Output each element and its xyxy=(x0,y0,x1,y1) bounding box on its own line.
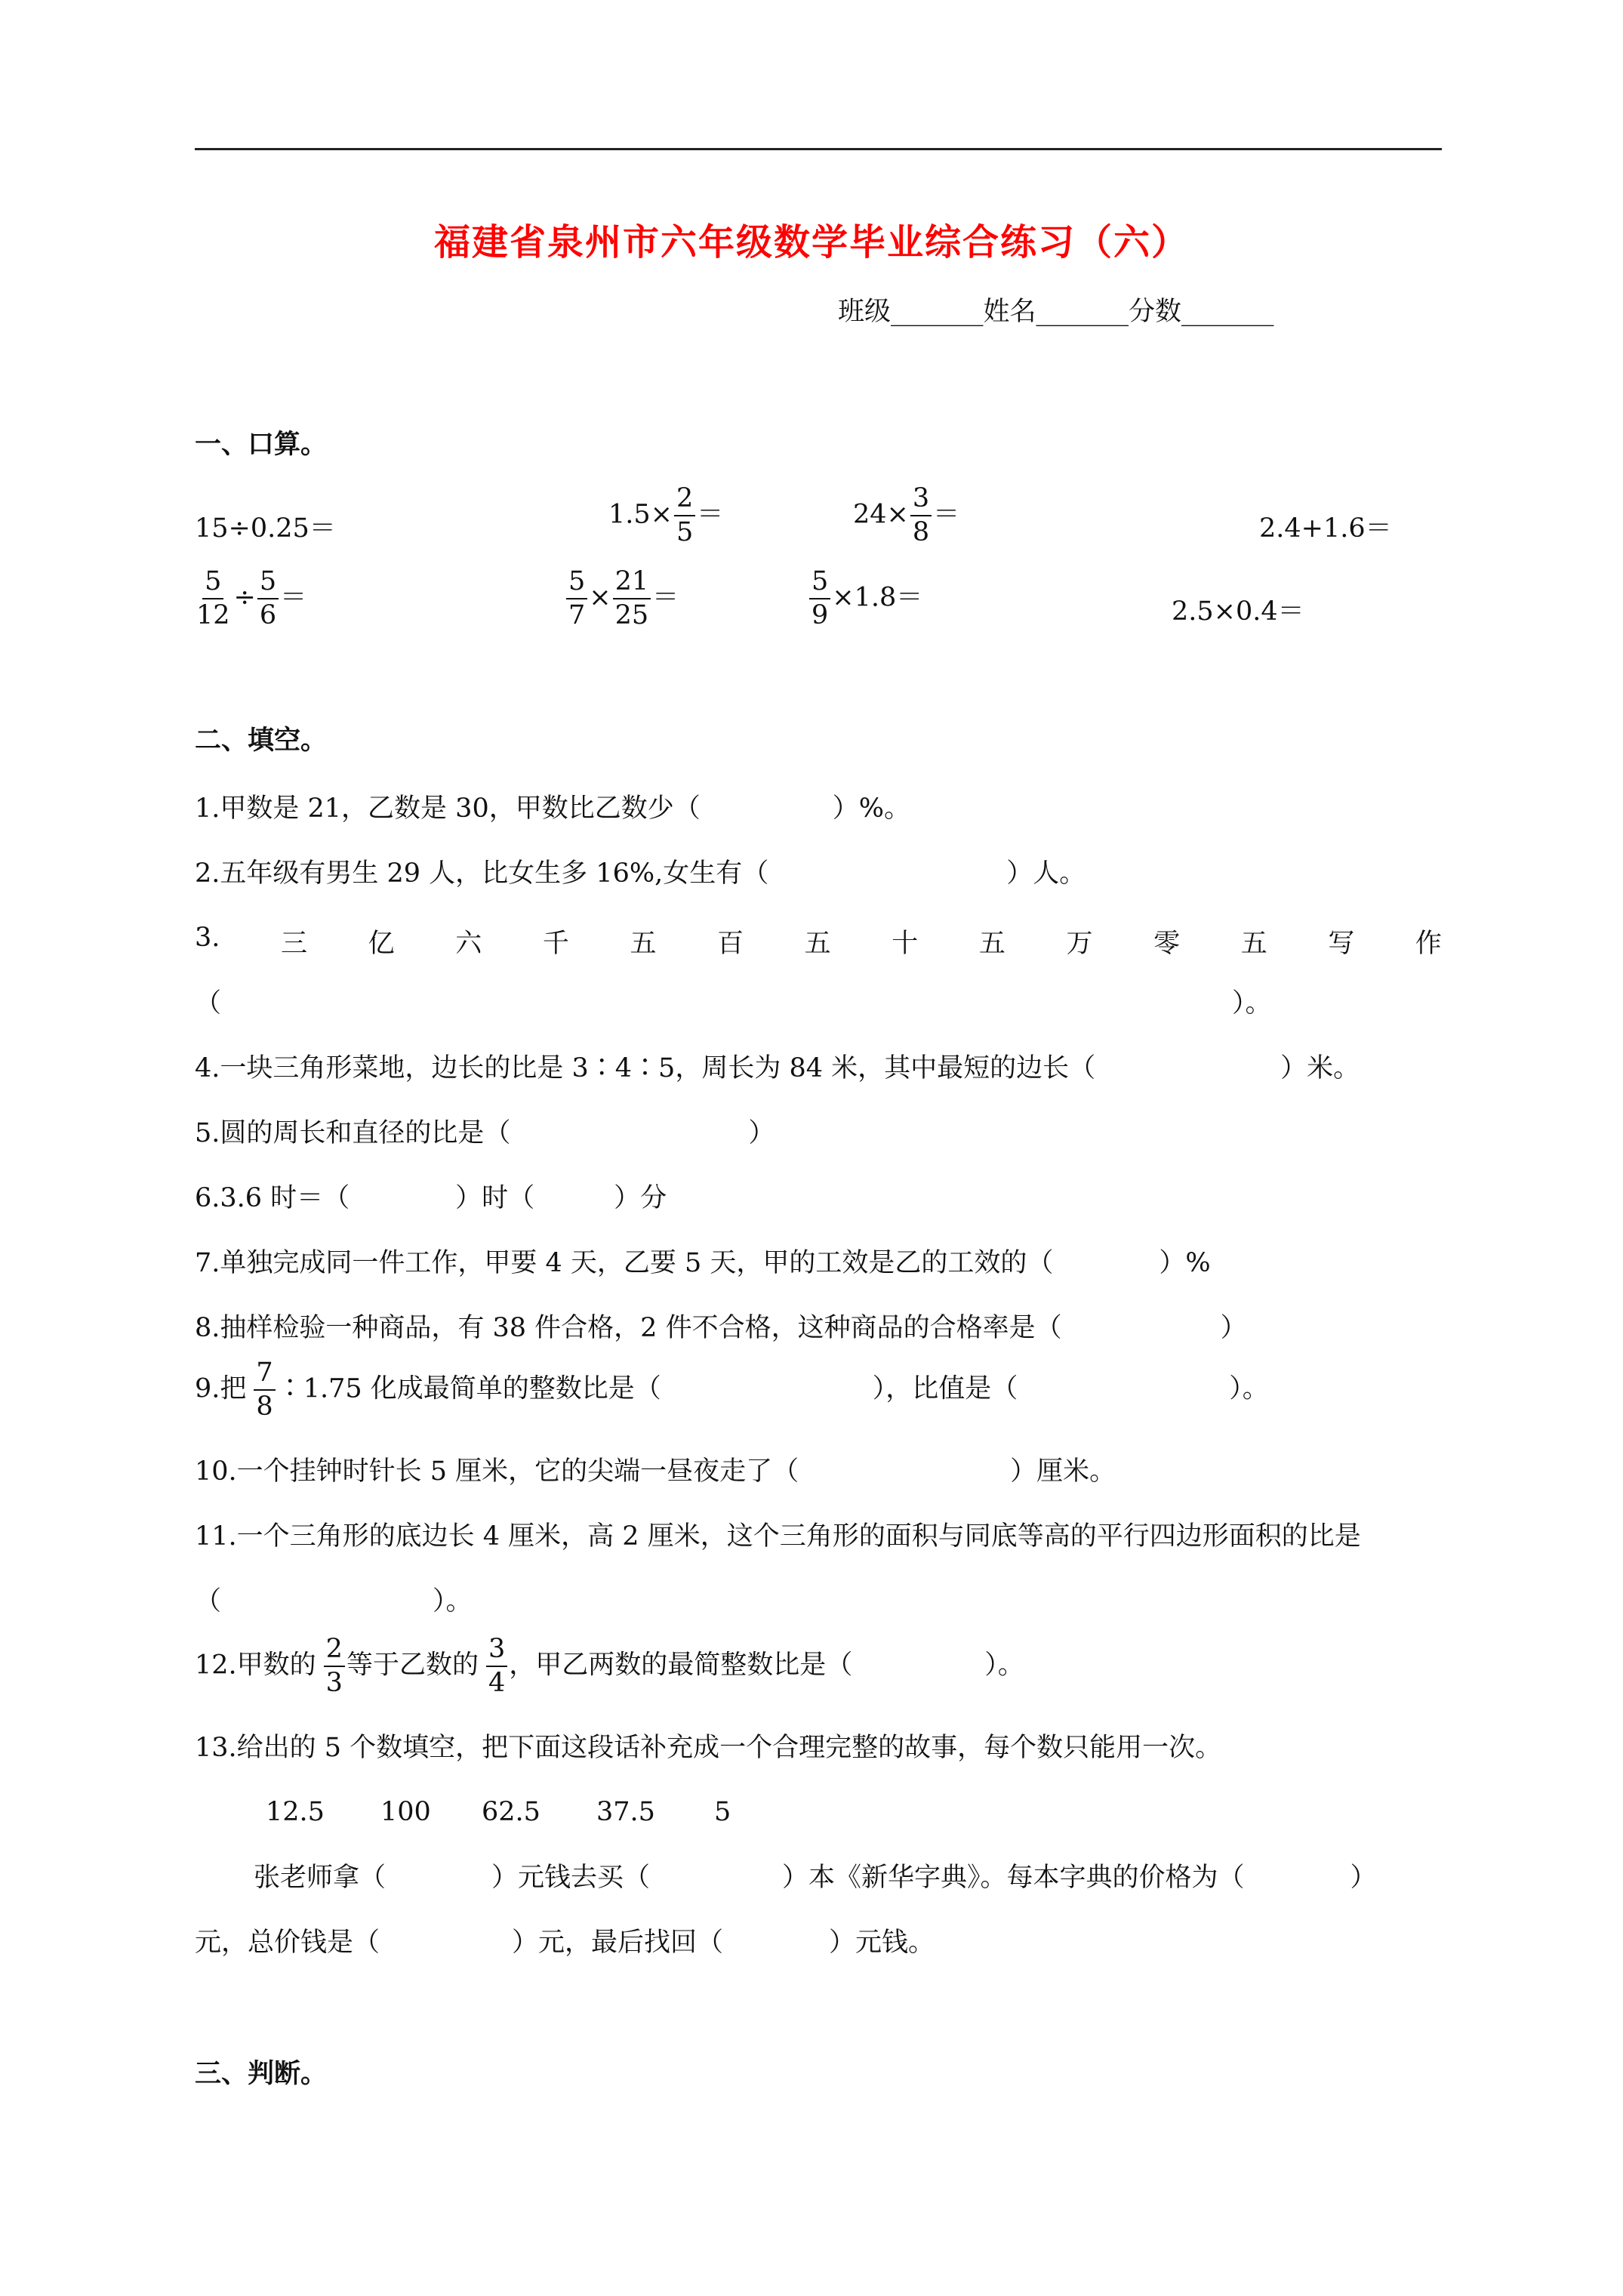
fraction: $\frac{5}{12}$ xyxy=(196,566,230,630)
fraction: $\frac{3}{4}$ xyxy=(486,1635,507,1697)
question-7: 7.单独完成同一件工作，甲要 4 天，乙要 5 天，甲的工效是乙的工效的（ ）% xyxy=(195,1248,1211,1278)
question-8: 8.抽样检验一种商品，有 38 件合格，2 件不合格，这种商品的合格率是（ ） xyxy=(195,1313,1247,1343)
question-3: 3. 三 亿 六 千 五 百 五 十 五 万 零 五 写 作 xyxy=(195,923,1442,959)
question-3-blank-open: （ xyxy=(195,988,222,1019)
given-number: 12.5 xyxy=(266,1797,325,1827)
fraction: $\frac{3}{8}$ xyxy=(910,485,932,547)
question-10: 10.一个挂钟时针长 5 厘米，它的尖端一昼夜走了（ ）厘米。 xyxy=(195,1456,1116,1487)
student-info-line: 班级_______姓名_______分数_______ xyxy=(838,297,1274,327)
question-12: 12.甲数的 $\frac{2}{3}$ 等于乙数的 $\frac{3}{4}$ ，甲乙两数的最简整数比是（ ）。 xyxy=(195,1634,1024,1698)
fraction: $\frac{2}{5}$ xyxy=(674,485,695,547)
fraction: $\frac{5}{6}$ xyxy=(257,568,279,630)
calc-item: $\frac{5}{7}$ × $\frac{21}{25}$ ＝ xyxy=(565,568,679,630)
question-13-story-line-1: 张老师拿（ ）元钱去买（ ）本《新华字典》。每本字典的价格为（ ） xyxy=(254,1863,1377,1893)
question-11: 11.一个三角形的底边长 4 厘米，高 2 厘米，这个三角形的面积与同底等高的平行四边形面积的比是 xyxy=(195,1521,1361,1552)
fraction: $\frac{2}{3}$ xyxy=(324,1635,345,1697)
calc-item: 2.4+1.6＝ xyxy=(1259,513,1392,544)
calc-item: 24× $\frac{3}{8}$ ＝ xyxy=(853,483,960,547)
section-heading-fill-blanks: 二、填空。 xyxy=(195,726,328,756)
question-2: 2.五年级有男生 29 人，比女生多 16%,女生有（ ）人。 xyxy=(195,858,1086,889)
calc-item: 2.5×0.4＝ xyxy=(1172,596,1304,627)
question-5: 5.圆的周长和直径的比是（ ） xyxy=(195,1118,775,1148)
section-heading-true-false: 三、判断。 xyxy=(195,2059,328,2089)
fraction: $\frac{7}{8}$ xyxy=(254,1359,275,1421)
question-3-blank-close: ）。 xyxy=(1232,988,1272,1019)
question-13: 13.给出的 5 个数填空，把下面这段话补充成一个合理完整的故事，每个数只能用一次。 xyxy=(195,1733,1222,1763)
fraction: $\frac{5}{7}$ xyxy=(566,568,587,630)
given-number: 62.5 xyxy=(482,1797,540,1827)
question-4: 4.一块三角形菜地，边长的比是 3∶4∶5，周长为 84 米，其中最短的边长（ ）米。 xyxy=(195,1053,1360,1083)
question-11-blank: （ ）。 xyxy=(195,1586,473,1616)
question-9: 9.把 $\frac{7}{8}$ ∶1.75 化成最简单的整数比是（ ），比值是（ ）。 xyxy=(195,1358,1269,1422)
calc-item: 1.5× $\frac{2}{5}$ ＝ xyxy=(608,483,724,547)
page-title: 福建省泉州市六年级数学毕业综合练习（六） xyxy=(433,221,1189,264)
question-1: 1.甲数是 21，乙数是 30，甲数比乙数少（ ）%。 xyxy=(195,794,910,824)
section-heading-mental-math: 一、口算。 xyxy=(195,430,328,460)
question-13-story-line-2: 元，总价钱是（ ）元，最后找回（ ）元钱。 xyxy=(195,1928,935,1958)
given-number: 100 xyxy=(380,1797,431,1827)
question-6: 6.3.6 时＝（ ）时（ ）分 xyxy=(195,1183,667,1213)
fraction: $\frac{21}{25}$ xyxy=(613,568,651,630)
calc-item: $\frac{5}{12}$ ÷ $\frac{5}{6}$ ＝ xyxy=(192,568,306,630)
calc-item: 15÷0.25＝ xyxy=(195,513,336,544)
fraction: $\frac{5}{9}$ xyxy=(809,568,830,630)
given-number: 37.5 xyxy=(596,1797,655,1827)
calc-item: $\frac{5}{9}$ ×1.8＝ xyxy=(808,568,922,630)
header-rule xyxy=(195,148,1442,150)
given-number: 5 xyxy=(714,1797,731,1827)
